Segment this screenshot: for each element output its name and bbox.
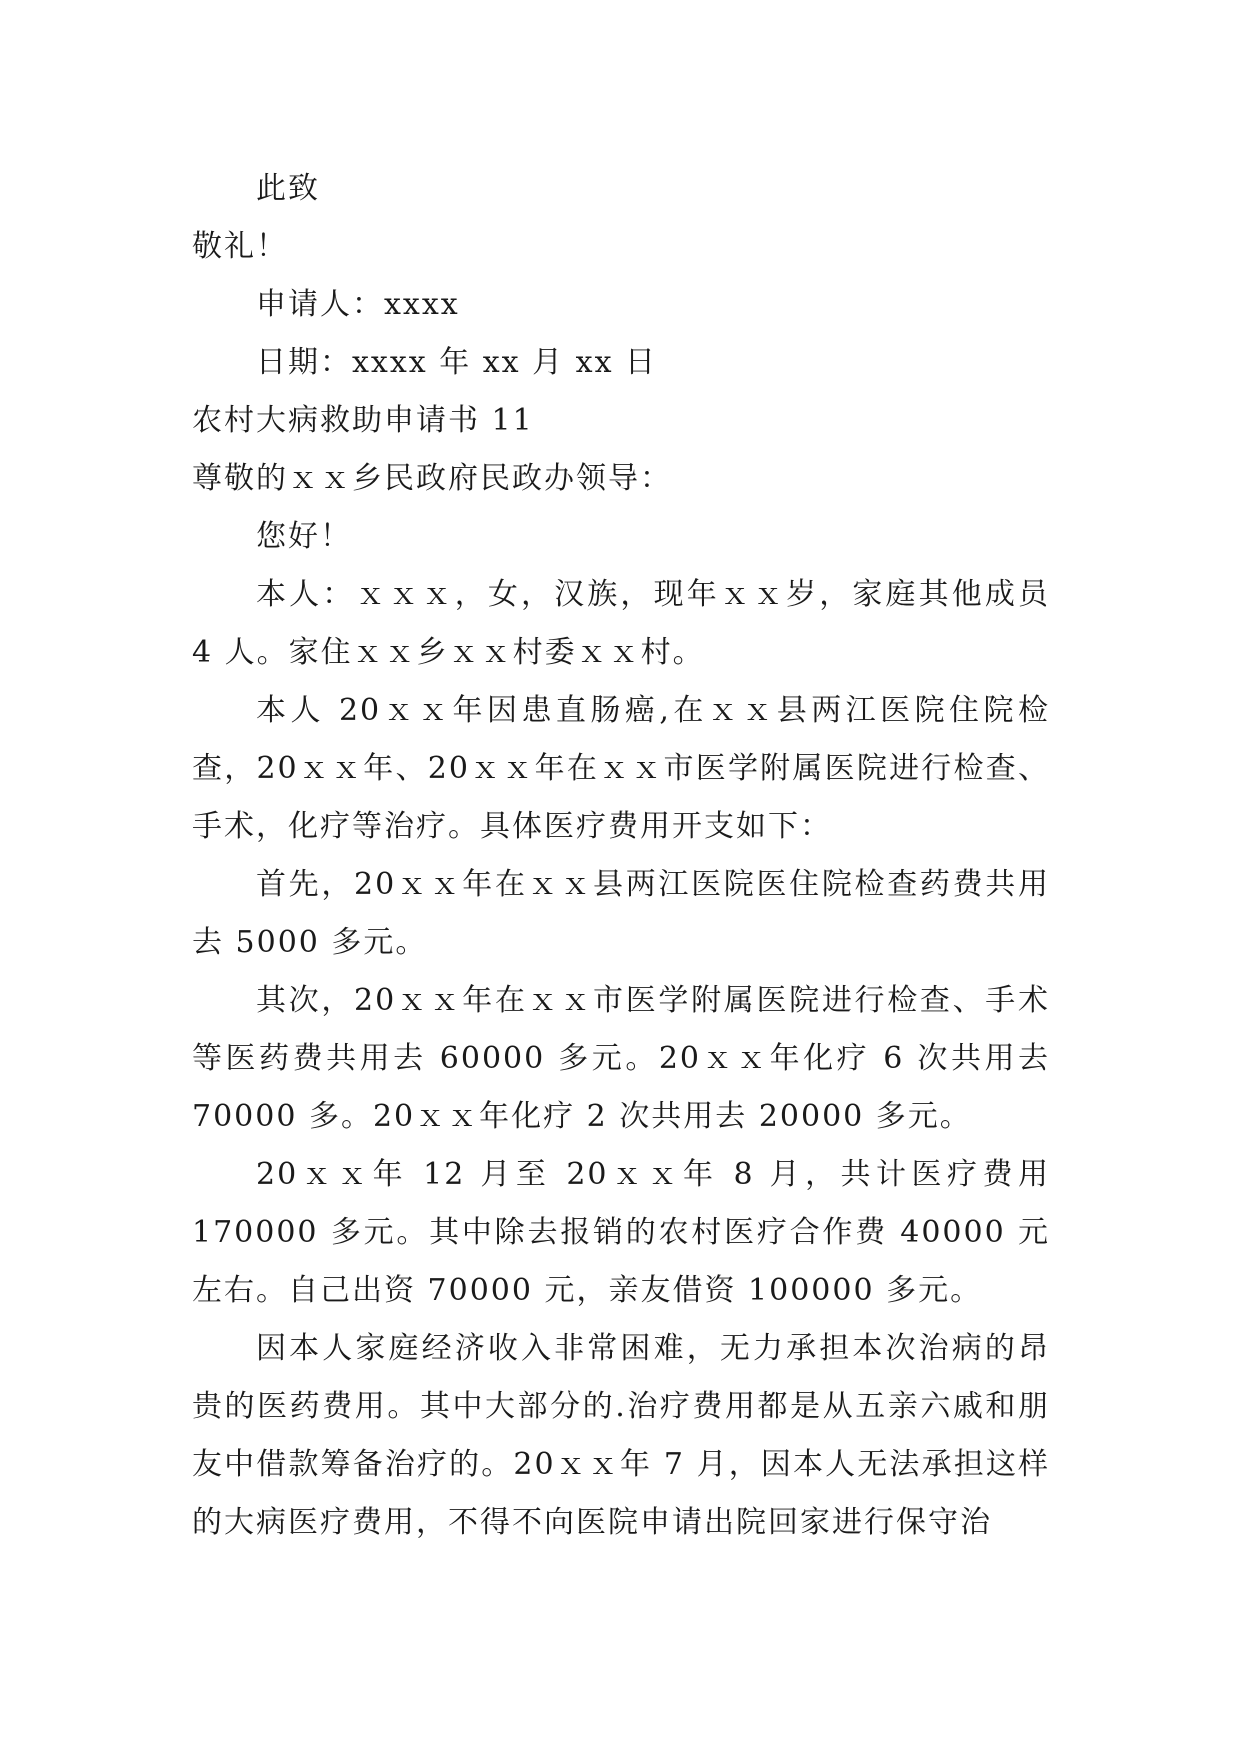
date-line: 日期：xxxx 年 xx 月 xx 日 (256, 345, 658, 380)
document-body (192, 160, 1050, 1552)
greeting: 您好！ (256, 519, 352, 554)
paragraph-illness: 本人 20ｘｘ年因患直肠癌,在ｘｘ县两江医院住院检查，20ｘｘ年、20ｘｘ年在ｘｘ市医学附属医院进行检查、手术，化疗等治疗。具体医疗费用开支如下： (192, 693, 1050, 844)
salutation: 尊敬的ｘｘ乡民政府民政办领导： (192, 461, 672, 496)
paragraph-personal-info: 本人：ｘｘｘ，女，汉族，现年ｘｘ岁，家庭其他成员 4 人。家住ｘｘ乡ｘｘ村委ｘｘ村。 (192, 577, 1050, 670)
paragraph-total-cost: 20ｘｘ年 12 月至 20ｘｘ年 8 月，共计医疗费用 170000 多元。其中除去报销的农村医疗合作费 40000 元左右。自己出资 70000 元，亲友借资 100000 多元。 (192, 1157, 1050, 1308)
document-title: 农村大病救助申请书 11 (192, 403, 534, 438)
closing-salute: 敬礼！ (192, 229, 288, 264)
paragraph-hardship: 因本人家庭经济收入非常困难，无力承担本次治病的昂贵的医药费用。其中大部分的.治疗费用都是从五亲六戚和朋友中借款筹备治疗的。20ｘｘ年 7 月，因本人无法承担这样的大病医疗费用，不得不向医院申请出院回家进行保守治 (192, 1331, 1050, 1540)
applicant-line: 申请人：xxxx (256, 287, 460, 322)
paragraph-second-cost: 其次，20ｘｘ年在ｘｘ市医学附属医院进行检查、手术等医药费共用去 60000 多元。20ｘｘ年化疗 6 次共用去 70000 多。20ｘｘ年化疗 2 次共用去 20000 多元。 (192, 983, 1050, 1134)
closing-line: 此致 (256, 171, 320, 206)
paragraph-first-cost: 首先，20ｘｘ年在ｘｘ县两江医院医住院检查药费共用去 5000 多元。 (192, 867, 1050, 960)
